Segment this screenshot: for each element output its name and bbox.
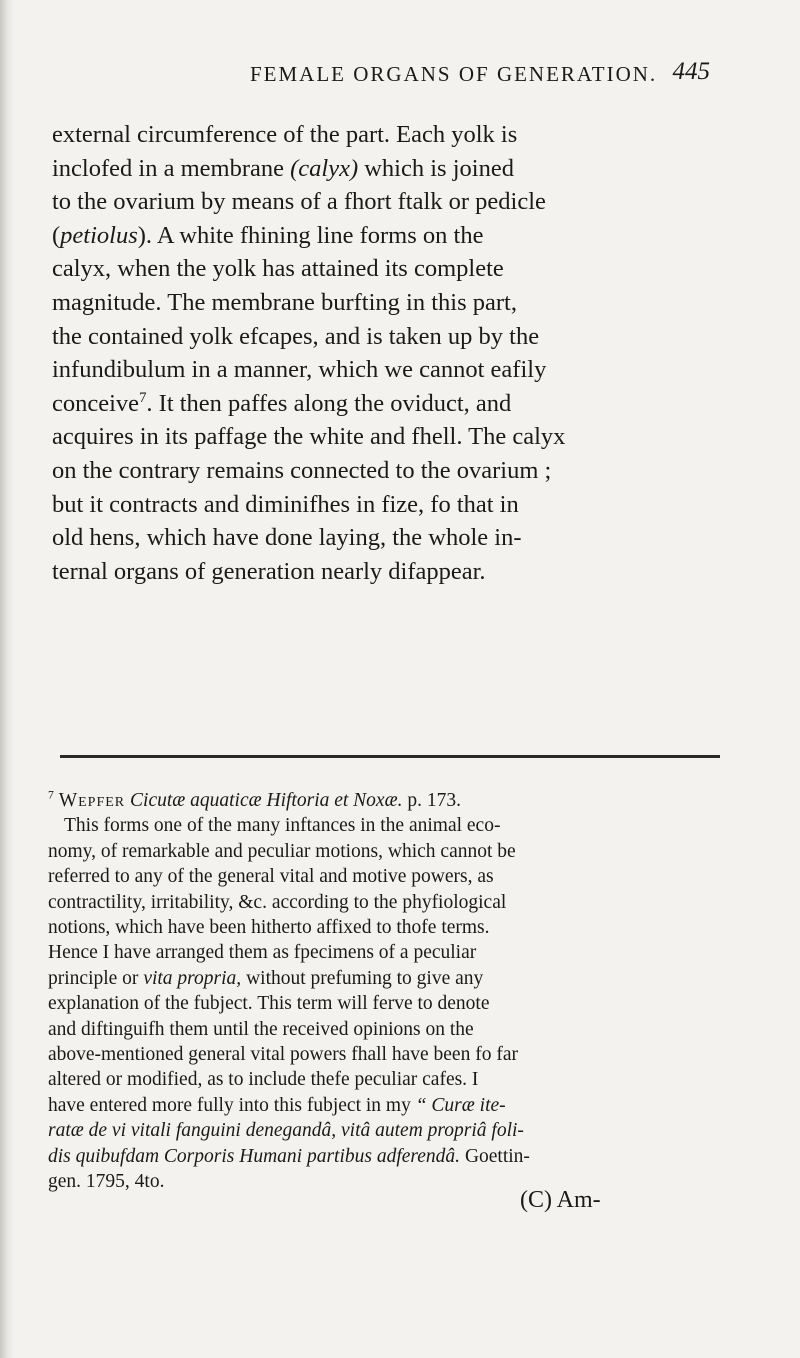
body-line-12: but it contracts and diminifhes in fize, fo that in [52, 490, 519, 518]
footnote [48, 788, 728, 1195]
footnote-title: Cicutæ aquaticæ Hiftoria et Noxæ. [130, 790, 403, 811]
footnote-line: notions, which have been hitherto affixed to thofe terms. [48, 917, 490, 939]
body-line-2: inclofed in a membrane (calyx) which is joined [52, 154, 514, 182]
body-line-14: ternal organs of generation nearly difappear. [52, 557, 486, 585]
footnote-line: referred to any of the general vital and motive powers, as [48, 866, 494, 888]
body-line-13: old hens, which have done laying, the whole in- [52, 524, 522, 552]
footnote-line: Hence I have arranged them as fpecimens of a peculiar [48, 942, 477, 964]
footnote-marker: 7 [48, 788, 54, 802]
body-line-9: conceive$^7$. It then paffes along the oviduct, and [52, 389, 512, 417]
body-line-10: acquires in its paffage the white and fhell. The calyx [52, 423, 566, 451]
footnote-line: ratæ de vi vitali fanguini denegandâ, vitâ autem propriâ foli- [48, 1120, 524, 1142]
page-header [250, 58, 720, 98]
page-number: 445 [672, 58, 710, 85]
footnote-line: nomy, of remarkable and peculiar motions, which cannot be [48, 840, 516, 862]
catchword: (C) Am- [520, 1187, 601, 1213]
footnote-line: This forms one of the many inftances in the animal eco- [64, 815, 501, 837]
body-line-7: the contained yolk efcapes, and is taken up by the [52, 322, 540, 350]
footnote-citation [48, 788, 728, 813]
body-line-4: (petiolus). A white fhining line forms on the [52, 221, 484, 249]
body-line-6: magnitude. The membrane burfting in this part, [52, 288, 517, 316]
footnote-reference: 7 [139, 389, 147, 406]
footnote-line: above-mentioned general vital powers fhall have been fo far [48, 1044, 518, 1066]
body-line-5: calyx, when the yolk has attained its complete [52, 255, 504, 283]
footnote-line: dis quibufdam Corporis Humani partibus adferendâ. Goettin- [48, 1145, 530, 1167]
footnote-line: have entered more fully into this fubject in my “ Curæ ite- [48, 1094, 506, 1116]
body-line-11: on the contrary remains connected to the ovarium ; [52, 456, 552, 484]
footnote-line: contractility, irritability, &c. according to the phyfiological [48, 891, 507, 913]
footnote-separator-rule [60, 755, 720, 758]
page-gutter-shadow [0, 0, 14, 1358]
footnote-line: principle or vita propria, without prefuming to give any [48, 967, 484, 989]
footnote-line: gen. 1795, 4to. [48, 1171, 165, 1193]
footnote-line: explanation of the fubject. This term will ferve to denote [48, 993, 490, 1015]
body-paragraph [52, 118, 722, 588]
footnote-line: altered or modified, as to include thefe peculiar cafes. I [48, 1069, 479, 1091]
footnote-line: and diftinguifh them until the received opinions on the [48, 1018, 474, 1040]
body-line-8: infundibulum in a manner, which we cannot eafily [52, 356, 547, 384]
footnote-page-ref: p. 173. [407, 790, 461, 811]
body-line-1: external circumference of the part. Each yolk is [52, 121, 518, 148]
body-line-3: to the ovarium by means of a fhort ftalk or pedicle [52, 188, 546, 216]
footnote-author: Wepfer [58, 790, 126, 811]
running-head: FEMALE ORGANS OF GENERATION. [250, 62, 658, 86]
